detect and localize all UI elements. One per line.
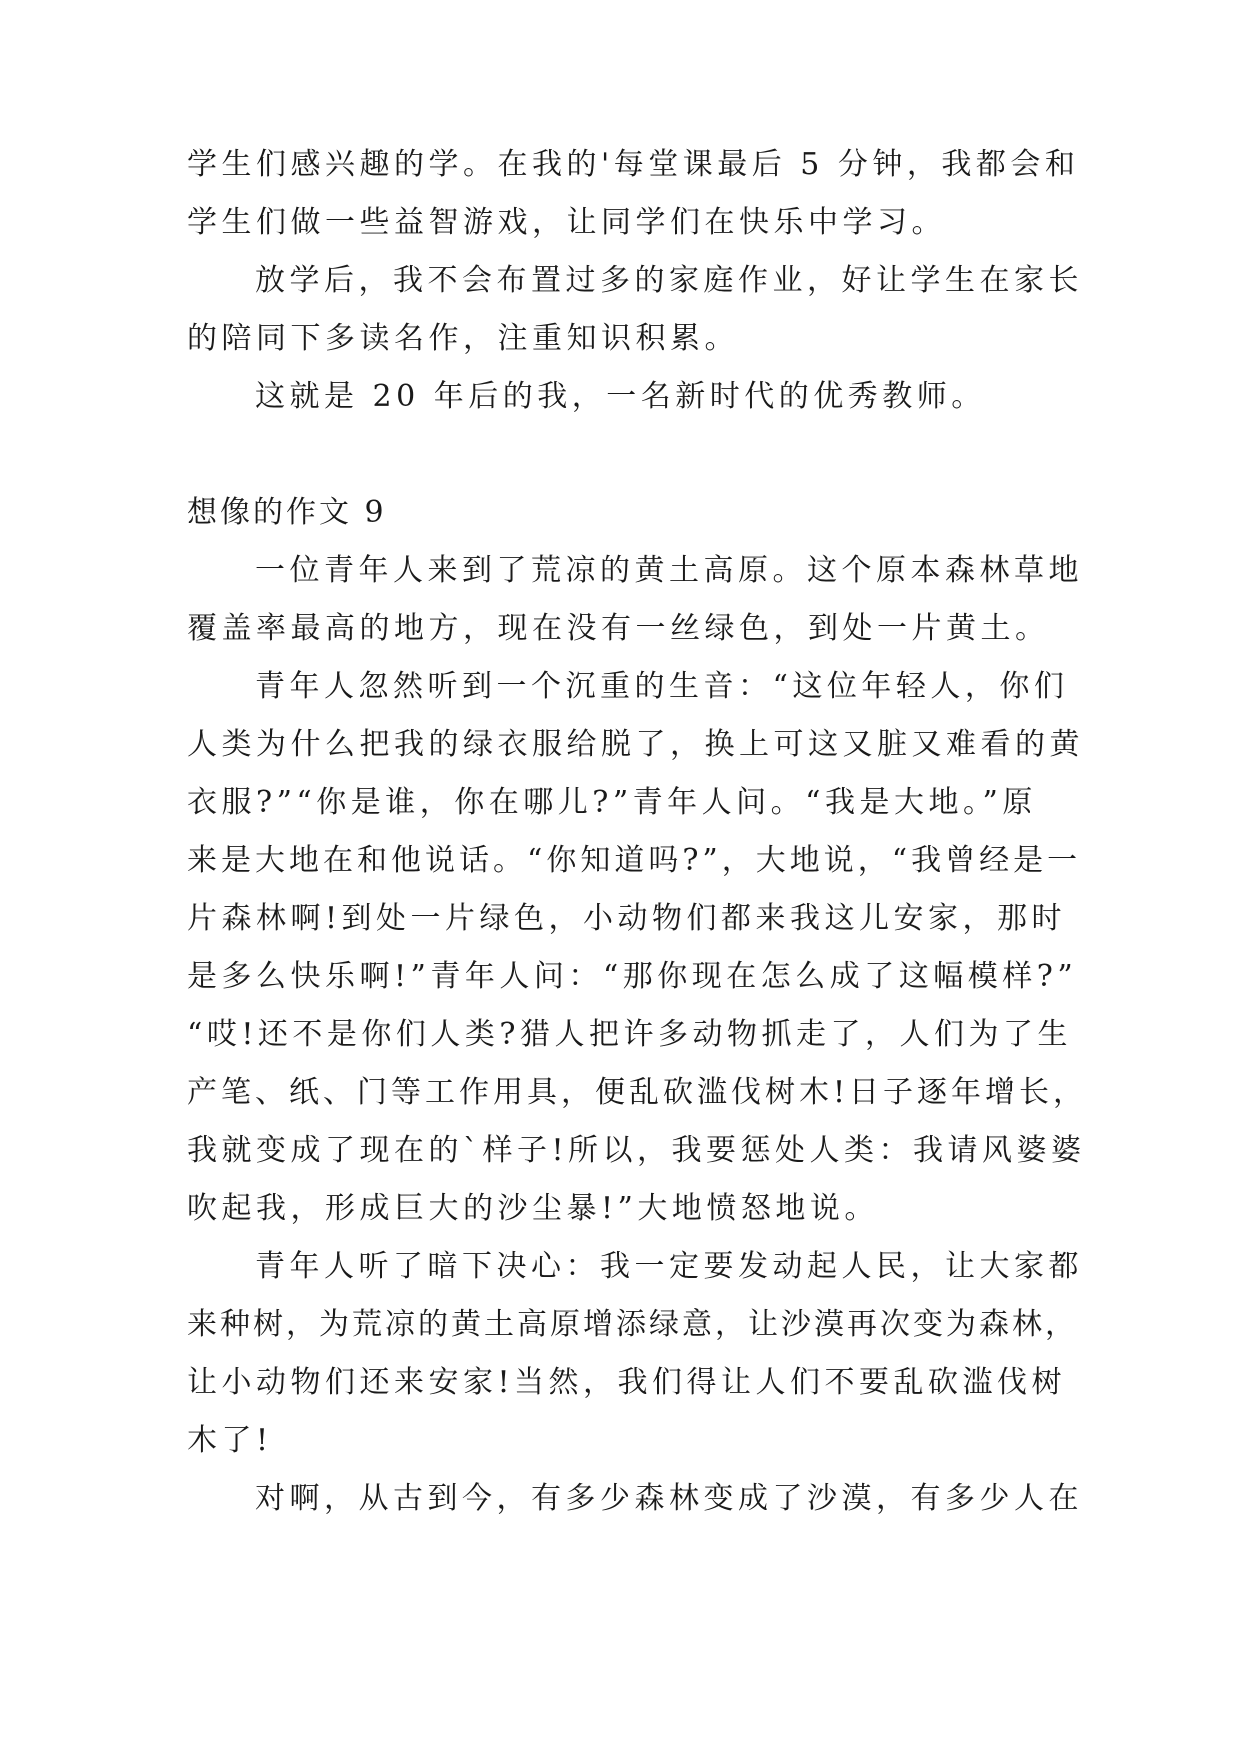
text-line: 学生们做一些益智游戏，让同学们在快乐中学习。 <box>187 205 946 240</box>
text-line: 吹起我，形成巨大的沙尘暴!”大地愤怒地说。 <box>187 1191 879 1226</box>
text-line: 放学后，我不会布置过多的家庭作业，好让学生在家长 <box>255 263 1083 298</box>
text-line: 让小动物们还来安家!当然，我们得让人们不要乱砍滥伐树 <box>187 1365 1067 1400</box>
text-line: 产笔、纸、门等工作用具，便乱砍滥伐树木!日子逐年增长， <box>187 1075 1088 1110</box>
text-line: 青年人听了暗下决心：我一定要发动起人民，让大家都 <box>255 1249 1083 1284</box>
text-line: 的陪同下多读名作，注重知识积累。 <box>187 321 739 356</box>
text-line: 青年人忽然听到一个沉重的生音：“这位年轻人，你们 <box>255 669 1069 704</box>
text-line: 这就是 20 年后的我，一名新时代的优秀教师。 <box>255 379 986 414</box>
text-line: 人类为什么把我的绿衣服给脱了，换上可这又脏又难看的黄 <box>187 727 1084 762</box>
section-title: 想像的作文 9 <box>187 495 387 530</box>
text-line: 木了! <box>187 1423 273 1458</box>
text-line: 衣服?”“你是谁，你在哪儿?”青年人问。“我是大地。”原 <box>187 785 1037 820</box>
text-line: 片森林啊!到处一片绿色，小动物们都来我这儿安家，那时 <box>187 901 1067 936</box>
text-line: “哎!还不是你们人类?猎人把许多动物抓走了，人们为了生 <box>187 1017 1072 1052</box>
text-line: 是多么快乐啊!”青年人问：“那你现在怎么成了这幅模样?” <box>187 959 1078 994</box>
text-line: 我就变成了现在的`样子!所以，我要惩处人类：我请风婆婆 <box>187 1133 1086 1168</box>
text-line: 来种树，为荒凉的黄土高原增添绿意，让沙漠再次变为森林， <box>187 1307 1078 1342</box>
text-line: 对啊，从古到今，有多少森林变成了沙漠，有多少人在 <box>255 1481 1083 1516</box>
text-line: 覆盖率最高的地方，现在没有一丝绿色，到处一片黄土。 <box>187 611 1050 646</box>
text-line: 来是大地在和他说话。“你知道吗?”，大地说，“我曾经是一 <box>187 843 1082 878</box>
text-line: 学生们感兴趣的学。在我的'每堂课最后 5 分钟，我都会和 <box>187 147 1080 182</box>
text-line: 一位青年人来到了荒凉的黄土高原。这个原本森林草地 <box>255 553 1083 588</box>
